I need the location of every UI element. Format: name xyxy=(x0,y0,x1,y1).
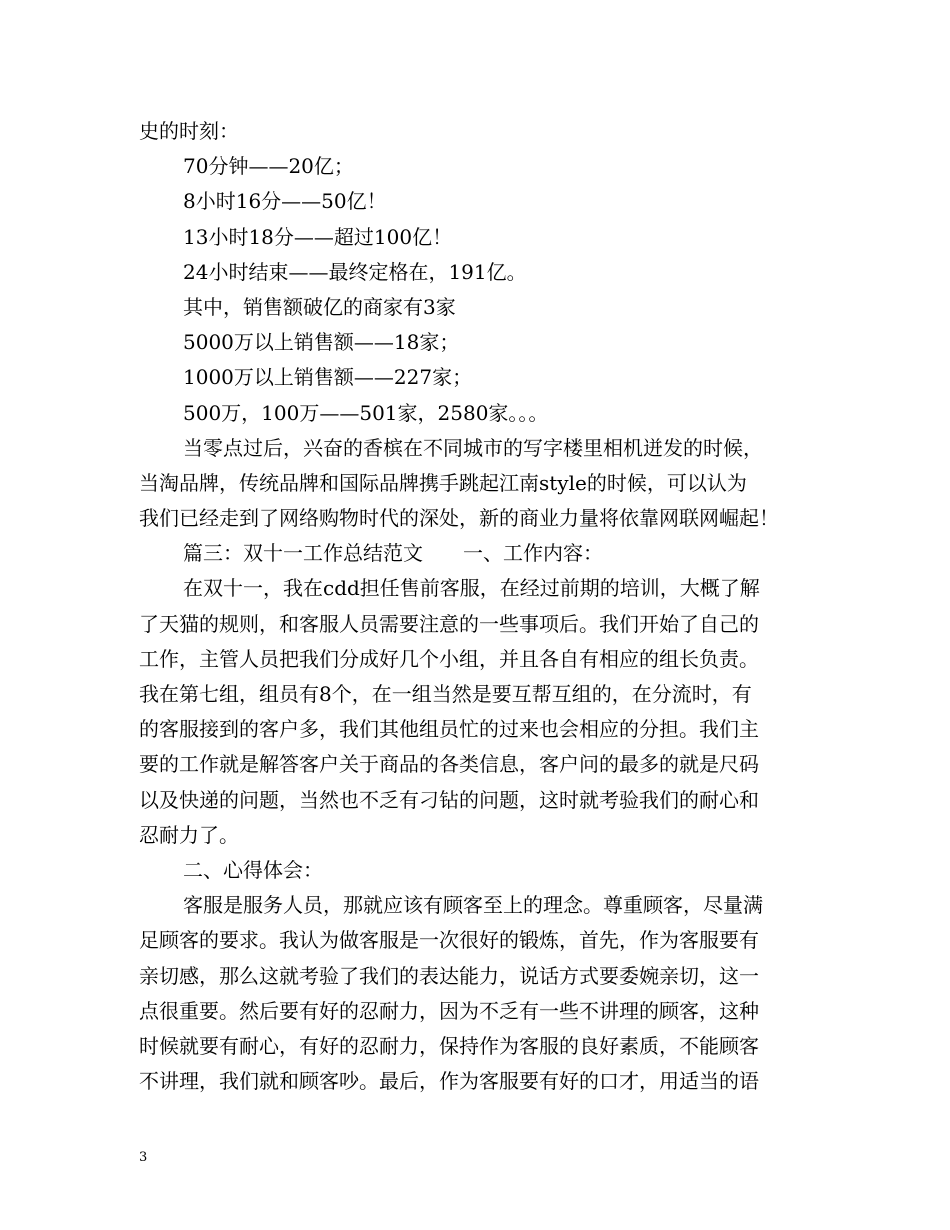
text-line: 忍耐力了。 xyxy=(139,822,239,847)
text-line: 史的时刻： xyxy=(139,119,239,143)
text-line: 24小时结束——最终定格在，191亿。 xyxy=(183,259,527,284)
text-line: 足顾客的要求。我认为做客服是一次很好的锻炼，首先，作为客服要有 xyxy=(139,928,759,953)
section-heading: 篇三：双十一工作总结范文 一、工作内容： xyxy=(183,541,603,566)
text-line: 时候就要有耐心，有好的忍耐力，保持作为客服的良好素质，不能顾客 xyxy=(139,1033,759,1058)
text-line: 5000万以上销售额——18家； xyxy=(183,330,460,355)
text-line: 当淘品牌，传统品牌和国际品牌携手跳起江南style的时候，可以认为 xyxy=(139,470,747,495)
page-number: 3 xyxy=(139,1150,148,1165)
text-line: 不讲理，我们就和顾客吵。最后，作为客服要有好的口才，用适当的语 xyxy=(139,1069,759,1094)
body-text xyxy=(139,114,819,1099)
text-line: 70分钟——20亿； xyxy=(183,154,354,179)
text-line: 500万，100万——501家，2580家。。。 xyxy=(183,400,549,425)
text-line: 其中，销售额破亿的商家有3家 xyxy=(183,294,456,319)
text-line: 在双十一，我在cdd担任售前客服，在经过前期的培训，大概了解 xyxy=(183,576,760,601)
text-line: 亲切感，那么这就考验了我们的表达能力，说话方式要委婉亲切，这一 xyxy=(139,963,759,988)
text-line: 要的工作就是解答客户关于商品的各类信息，客户问的最多的就是尺码 xyxy=(139,752,759,777)
text-line: 以及快递的问题，当然也不乏有刁钻的问题，这时就考验我们的耐心和 xyxy=(139,787,759,812)
section-heading: 二、心得体会： xyxy=(183,857,323,882)
text-line: 我在第七组，组员有8个，在一组当然是要互帮互组的，在分流时，有 xyxy=(139,682,752,706)
text-line: 1000万以上销售额——227家； xyxy=(183,365,473,390)
text-line: 当零点过后，兴奋的香槟在不同城市的写字楼里相机迸发的时候， xyxy=(183,435,763,460)
text-line: 8小时16分——50亿！ xyxy=(183,189,387,214)
text-line: 了天猫的规则，和客服人员需要注意的一些事项后。我们开始了自己的 xyxy=(139,611,759,636)
text-line: 我们已经走到了网络购物时代的深处，新的商业力量将依靠网联网崛起！ xyxy=(139,506,779,531)
text-line: 的客服接到的客户多，我们其他组员忙的过来也会相应的分担。我们主 xyxy=(139,717,759,742)
text-line: 点很重要。然后要有好的忍耐力，因为不乏有一些不讲理的顾客，这种 xyxy=(139,998,759,1023)
text-line: 工作，主管人员把我们分成好几个小组，并且各自有相应的组长负责。 xyxy=(139,646,759,671)
text-line: 13小时18分——超过100亿！ xyxy=(183,224,453,249)
text-line: 客服是服务人员，那就应该有顾客至上的理念。尊重顾客，尽量满 xyxy=(183,893,763,918)
